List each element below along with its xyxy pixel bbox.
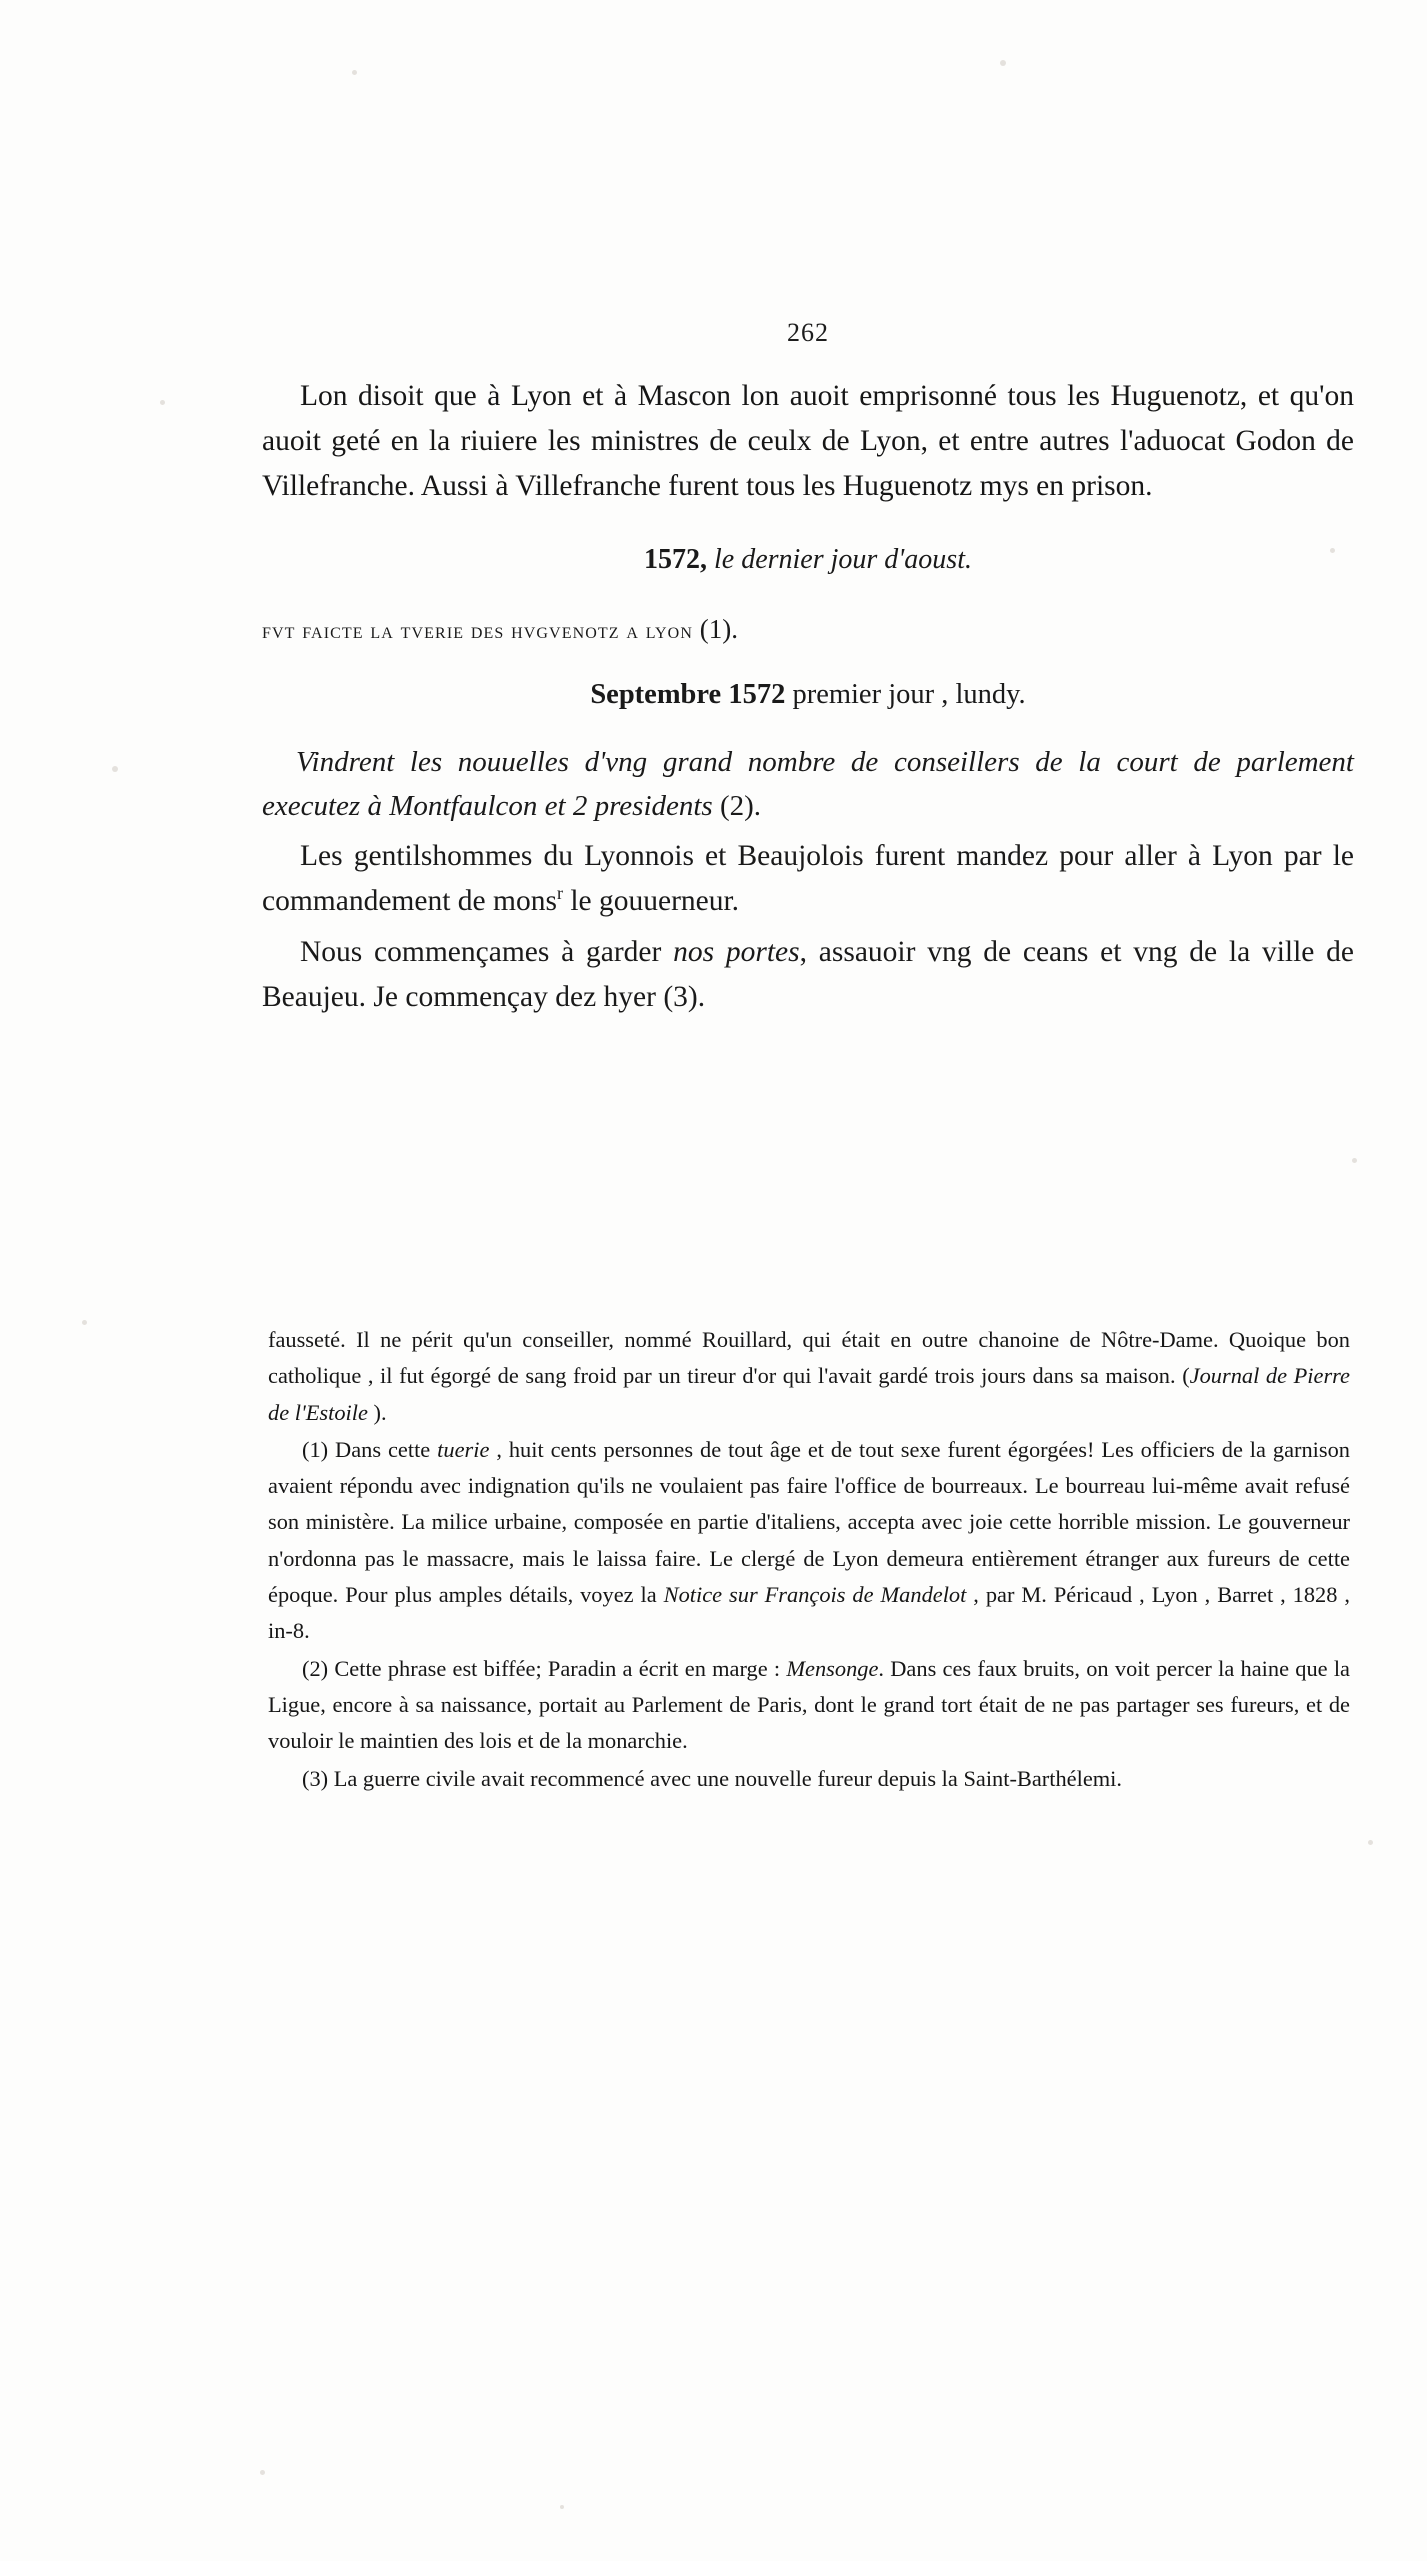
footnote-continued bbox=[268, 1322, 1350, 1431]
footnote-lead: Dans cette bbox=[328, 1436, 438, 1462]
footnote-marker: (1) bbox=[302, 1436, 329, 1462]
paragraph-two-superscript: r bbox=[556, 883, 563, 904]
italic-paragraph-note-ref: (2). bbox=[712, 789, 762, 822]
opening-paragraph-text: Lon disoit que à Lyon et à Mascon lon auoit emprisonné tous les Huguenotz, et qu'on auoit geté en la riuiere les ministres de ceulx de Lyon, et entre autres l'aduocat Godon de Villefranche. Aussi à Villefranche furent tous les Huguenotz mys en prison. bbox=[262, 380, 1354, 502]
footnote-lead-italic: Mensonge bbox=[786, 1655, 879, 1681]
section-heading-text: fvt faicte la tverie des hvgvenotz a lyon bbox=[262, 618, 693, 644]
footnote-continued-text: fausseté. Il ne périt qu'un conseiller, nommé Rouillard, qui était en outre chanoine de Nôtre-Dame. Quoique bon catholique , il fut égorgé de sang froid par un tireur d'or qui l'avait gardé trois jours dans sa maison. ( bbox=[268, 1327, 1350, 1389]
footnote-tail: , par M. Péricaud , Lyon , Barret , 1828 , in-8. bbox=[268, 1582, 1351, 1644]
footnote-marker: (2) bbox=[302, 1655, 329, 1681]
date-line-bold: 1572, bbox=[644, 544, 707, 576]
italic-paragraph bbox=[262, 741, 1354, 828]
section-heading-smallcaps bbox=[262, 614, 1354, 645]
footnotes-block bbox=[268, 1322, 1350, 1798]
footnote-item bbox=[268, 1761, 1350, 1797]
paper-speck bbox=[560, 2505, 564, 2509]
footnote-lead: La guerre civile avait recommencé avec une nouvelle fureur depuis la Saint-Barthélemi. bbox=[328, 1765, 1123, 1791]
footnote-item bbox=[268, 1651, 1350, 1760]
subheading-date-bold: Septembre 1572 bbox=[590, 679, 786, 711]
footnote-continued-end: ). bbox=[367, 1399, 387, 1425]
paragraph-two-text: Les gentilshommes du Lyonnois et Beaujolois furent mandez pour aller à Lyon par le commandement de mons bbox=[262, 840, 1354, 918]
paper-speck bbox=[260, 2470, 265, 2475]
footnote-continued-italic: Journal de Pierre de l'Estoile bbox=[268, 1363, 1350, 1425]
subheading-date-rest: premier jour , lundy. bbox=[785, 679, 1026, 711]
footnote-lead-italic: tuerie bbox=[437, 1436, 490, 1462]
paper-speck bbox=[82, 1320, 87, 1325]
footnote-text: , huit cents personnes de tout âge et de tout sexe furent égorgées! Les officiers de la garnison avaient répondu avec indignation qu'ils ne voulaient pas faire l'office de bourreaux. Le bourreau lui-même avait refusé son ministère. La milice urbaine, composée en partie d'italiens, accepta avec joie cette horrible mission. Le gouverneur n'ordonna pas le massacre, mais le laissa faire. Le clergé de Lyon demeura entièrement étranger aux fureurs de cette époque. Pour plus amples détails, voyez la bbox=[268, 1436, 1350, 1608]
paragraph-two-end: le gouuerneur. bbox=[562, 885, 740, 918]
section-heading-note-ref: (1). bbox=[699, 614, 738, 645]
paragraph-three-italic: nos portes bbox=[673, 936, 800, 969]
paper-speck bbox=[1352, 1158, 1357, 1163]
paper-speck bbox=[1368, 1840, 1373, 1845]
footnote-item bbox=[268, 1432, 1350, 1650]
footnote-text: . Dans ces faux bruits, on voit percer la haine que la Ligue, encore à sa naissance, portait au Parlement de Paris, dont le grand tort était de ne pas partager ses fureurs, et de vouloir le maintien des lois et de la monarchie. bbox=[268, 1655, 1350, 1754]
paper-speck bbox=[112, 766, 118, 772]
paragraph-three-part-a: Nous commençames à garder bbox=[300, 936, 674, 969]
date-line bbox=[262, 544, 1354, 576]
footnote-lead: Cette phrase est biffée; Paradin a écrit en marge : bbox=[328, 1655, 787, 1681]
date-line-italic: le dernier jour d'aoust. bbox=[707, 544, 972, 576]
subheading-date bbox=[262, 679, 1354, 711]
footnote-marker: (3) bbox=[302, 1765, 329, 1791]
footnote-tail-italic: Notice sur François de Mandelot bbox=[663, 1582, 967, 1608]
paragraph-three-part-b: , assauoir vng de ceans et vng de la ville de Beaujeu. Je commençay dez hyer (3). bbox=[262, 936, 1354, 1013]
main-column bbox=[262, 0, 1354, 1020]
italic-paragraph-text: Vindrent les nouuelles d'vng grand nombre de conseillers de la court de parlement executez à Montfaulcon et 2 presidents bbox=[262, 746, 1354, 822]
paragraph-three bbox=[262, 930, 1354, 1020]
paper-speck bbox=[160, 400, 165, 405]
paragraph-two bbox=[262, 834, 1354, 924]
opening-paragraph bbox=[262, 374, 1354, 508]
page-number: 262 bbox=[787, 318, 829, 347]
